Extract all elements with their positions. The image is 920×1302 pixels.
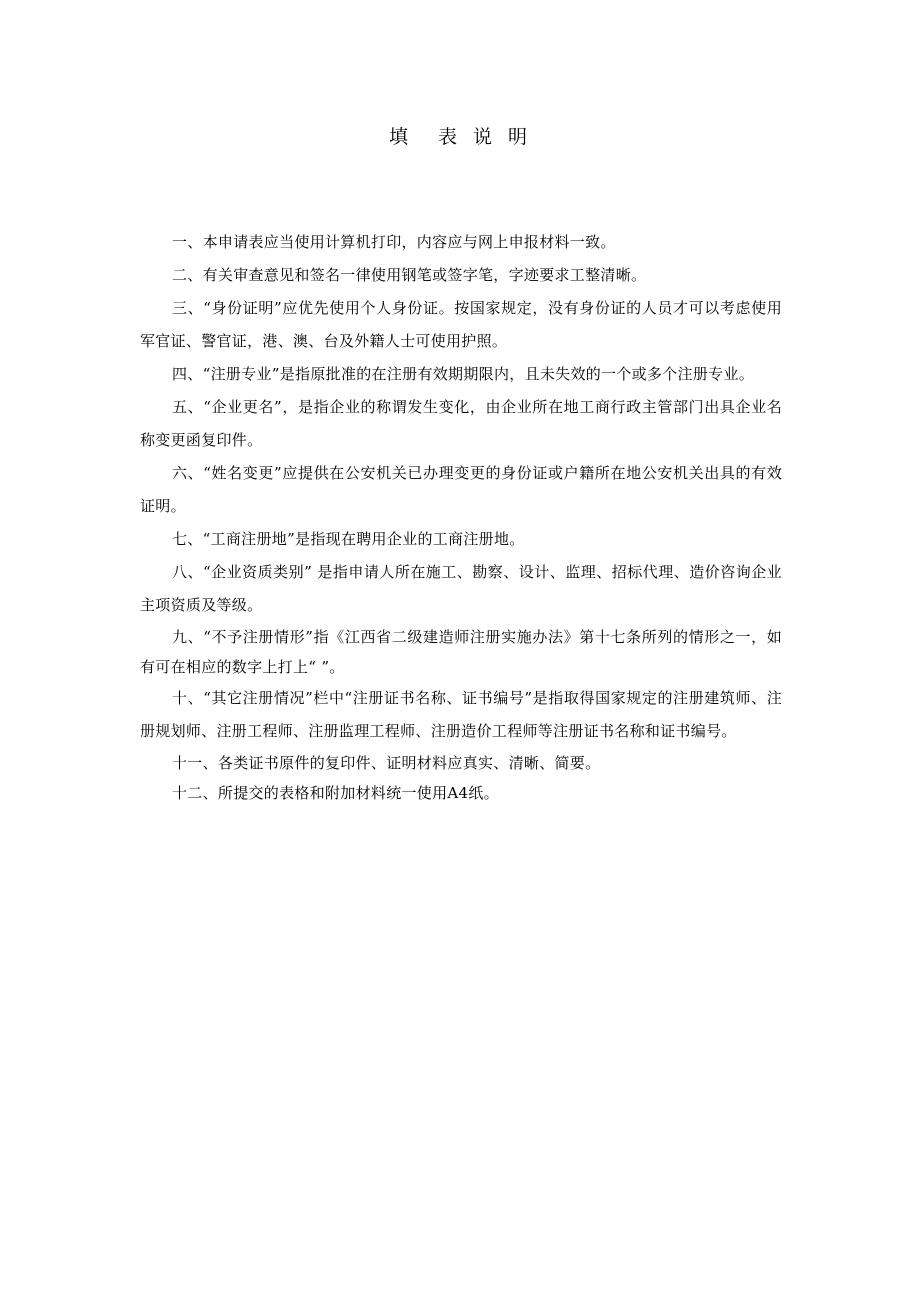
instruction-item-3: 三、“身份证明”应优先使用个人身份证。按国家规定，没有身份证的人员才可以考虑使用军官证、警官证，港、澳、台及外籍人士可使用护照。	[140, 299, 782, 350]
title-char-3: 说	[473, 126, 497, 148]
page-title	[0, 122, 920, 149]
instruction-item-2: 二、有关审查意见和签名一律使用钢笔或签字笔，字迹要求工整清晰。	[172, 266, 647, 284]
instruction-item-10: 十、“其它注册情况”栏中“注册证书名称、证书编号”是指取得国家规定的注册建筑师、注册规划师、注册工程师、注册监理工程师、注册造价工程师等注册证书名称和证书编号。	[140, 689, 782, 740]
instructions-body	[140, 226, 782, 808]
title-char-2: 表	[437, 126, 461, 148]
instruction-item-4: 四、“注册专业”是指原批准的在注册有效期期限内，且未失效的一个或多个注册专业。	[172, 365, 755, 383]
instruction-item-6: 六、“姓名变更”应提供在公安机关已办理变更的身份证或户籍所在地公安机关出具的有效证明。	[140, 464, 782, 515]
instruction-item-7: 七、“工商注册地”是指现在聘用企业的工商注册地。	[172, 530, 525, 548]
instruction-item-11: 十一、各类证书原件的复印件、证明材料应真实、清晰、简要。	[172, 754, 601, 772]
instruction-item-5: 五、“企业更名”，是指企业的称谓发生变化，由企业所在地工商行政主管部门出具企业名称变更函复印件。	[140, 398, 782, 449]
instruction-item-12: 十二、所提交的表格和附加材料统一使用A4纸。	[172, 784, 499, 802]
title-char-4: 明	[508, 126, 532, 148]
instruction-item-8: 八、“企业资质类别” 是指申请人所在施工、勘察、设计、监理、招标代理、造价咨询企业主项资质及等级。	[140, 563, 782, 614]
instruction-item-9: 九、“不予注册情形”指《江西省二级建造师注册实施办法》第十七条所列的情形之一，如有可在相应的数字上打上“ ”。	[140, 628, 782, 676]
title-char-1: 填	[388, 126, 412, 148]
instruction-item-1: 一、本申请表应当使用计算机打印，内容应与网上申报材料一致。	[172, 233, 616, 251]
